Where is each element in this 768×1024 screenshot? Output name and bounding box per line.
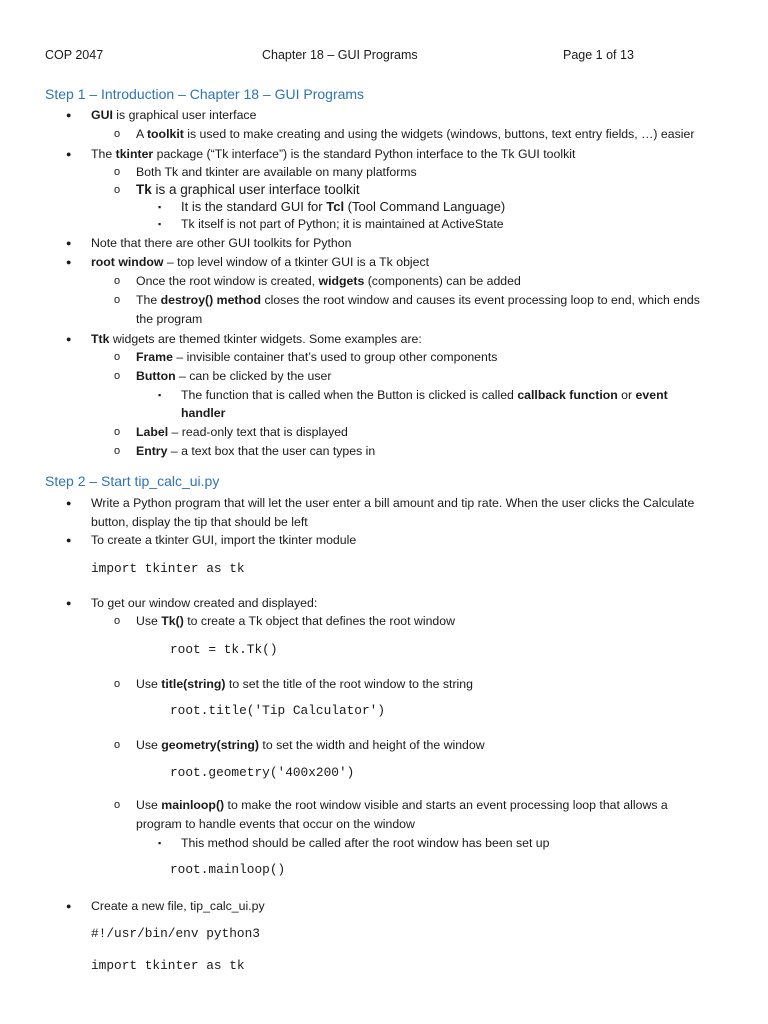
bullet-circle: o	[114, 275, 121, 287]
gui-definition: GUI is graphical user interface	[91, 108, 257, 122]
platforms-note: Both Tk and tkinter are available on many platforms	[136, 165, 417, 179]
code-root: root = tk.Tk()	[170, 642, 278, 657]
tk-definition: Tk is a graphical user interface toolkit	[136, 182, 360, 197]
bullet-dot: ●	[66, 901, 72, 911]
code-shebang: #!/usr/bin/env python3	[91, 926, 260, 941]
destroy-method-note: The destroy() method closes the root window and causes its event processing loop to end, which ends	[136, 293, 700, 307]
callback-note-cont: handler	[181, 406, 226, 420]
bullet-circle: o	[114, 166, 121, 178]
bullet-dot: ●	[66, 110, 72, 120]
callback-note: The function that is called when the Button is clicked is called callback function or event	[181, 388, 668, 402]
tk-constructor-note: Use Tk() to create a Tk object that defines the root window	[136, 614, 455, 628]
frame-widget: Frame – invisible container that’s used to group other components	[136, 350, 498, 364]
tcl-note: It is the standard GUI for Tcl (Tool Command Language)	[181, 199, 506, 214]
bullet-circle: o	[114, 445, 121, 457]
bullet-dot: ●	[66, 149, 72, 159]
code-title: root.title('Tip Calculator')	[170, 703, 386, 718]
bullet-square: ▪	[158, 202, 162, 212]
program-description: Write a Python program that will let the user enter a bill amount and tip rate. When the user clicks the Calculate	[91, 496, 695, 510]
mainloop-timing-note: This method should be called after the root window has been set up	[181, 836, 550, 850]
bullet-dot: ●	[66, 535, 72, 545]
code-import-2: import tkinter as tk	[91, 958, 245, 973]
bullet-circle: o	[114, 739, 121, 751]
bullet-square: ▪	[158, 838, 162, 848]
tkinter-definition: The tkinter package (“Tk interface”) is the standard Python interface to the Tk GUI toolkit	[91, 147, 576, 161]
entry-widget: Entry – a text box that the user can types in	[136, 444, 376, 458]
bullet-square: ▪	[158, 219, 162, 229]
bullet-circle: o	[114, 128, 121, 140]
header-course: COP 2047	[45, 48, 104, 62]
root-window-definition: root window – top level window of a tkinter GUI is a Tk object	[91, 255, 430, 269]
bullet-dot: ●	[66, 257, 72, 267]
bullet-dot: ●	[66, 334, 72, 344]
window-instruction: To get our window created and displayed:	[91, 596, 318, 610]
header-chapter: Chapter 18 – GUI Programs	[262, 48, 418, 62]
toolkit-definition: A toolkit is used to make creating and using the widgets (windows, buttons, text entry fields, …) easier	[136, 127, 695, 141]
bullet-dot: ●	[66, 498, 72, 508]
import-instruction: To create a tkinter GUI, import the tkinter module	[91, 533, 357, 547]
bullet-circle: o	[114, 370, 121, 382]
bullet-circle: o	[114, 184, 121, 196]
destroy-method-note-cont: the program	[136, 312, 203, 326]
new-file-instruction: Create a new file, tip_calc_ui.py	[91, 899, 265, 913]
step1-heading: Step 1 – Introduction – Chapter 18 – GUI Programs	[45, 86, 365, 102]
code-mainloop: root.mainloop()	[170, 862, 286, 877]
title-method-note: Use title(string) to set the title of the root window to the string	[136, 677, 473, 691]
ttk-definition: Ttk widgets are themed tkinter widgets. Some examples are:	[91, 332, 422, 346]
mainloop-method-note-cont: program to handle events that occur on the window	[136, 817, 415, 831]
activestate-note: Tk itself is not part of Python; it is maintained at ActiveState	[181, 217, 504, 231]
bullet-circle: o	[114, 426, 121, 438]
bullet-circle: o	[114, 351, 121, 363]
button-widget: Button – can be clicked by the user	[136, 369, 332, 383]
other-toolkits-note: Note that there are other GUI toolkits for Python	[91, 236, 352, 250]
mainloop-method-note: Use mainloop() to make the root window visible and starts an event processing loop that allows a	[136, 798, 668, 812]
code-import: import tkinter as tk	[91, 561, 245, 576]
bullet-dot: ●	[66, 238, 72, 248]
geometry-method-note: Use geometry(string) to set the width and height of the window	[136, 738, 485, 752]
header-page-number: Page 1 of 13	[563, 48, 634, 62]
bullet-dot: ●	[66, 598, 72, 608]
bullet-circle: o	[114, 294, 121, 306]
widgets-note: Once the root window is created, widgets (components) can be added	[136, 274, 521, 288]
bullet-circle: o	[114, 678, 121, 690]
program-description-cont: button, display the tip that should be left	[91, 515, 308, 529]
bullet-circle: o	[114, 615, 121, 627]
label-widget: Label – read-only text that is displayed	[136, 425, 348, 439]
step2-heading: Step 2 – Start tip_calc_ui.py	[45, 473, 220, 489]
bullet-square: ▪	[158, 390, 162, 400]
bullet-circle: o	[114, 799, 121, 811]
code-geometry: root.geometry('400x200')	[170, 765, 355, 780]
